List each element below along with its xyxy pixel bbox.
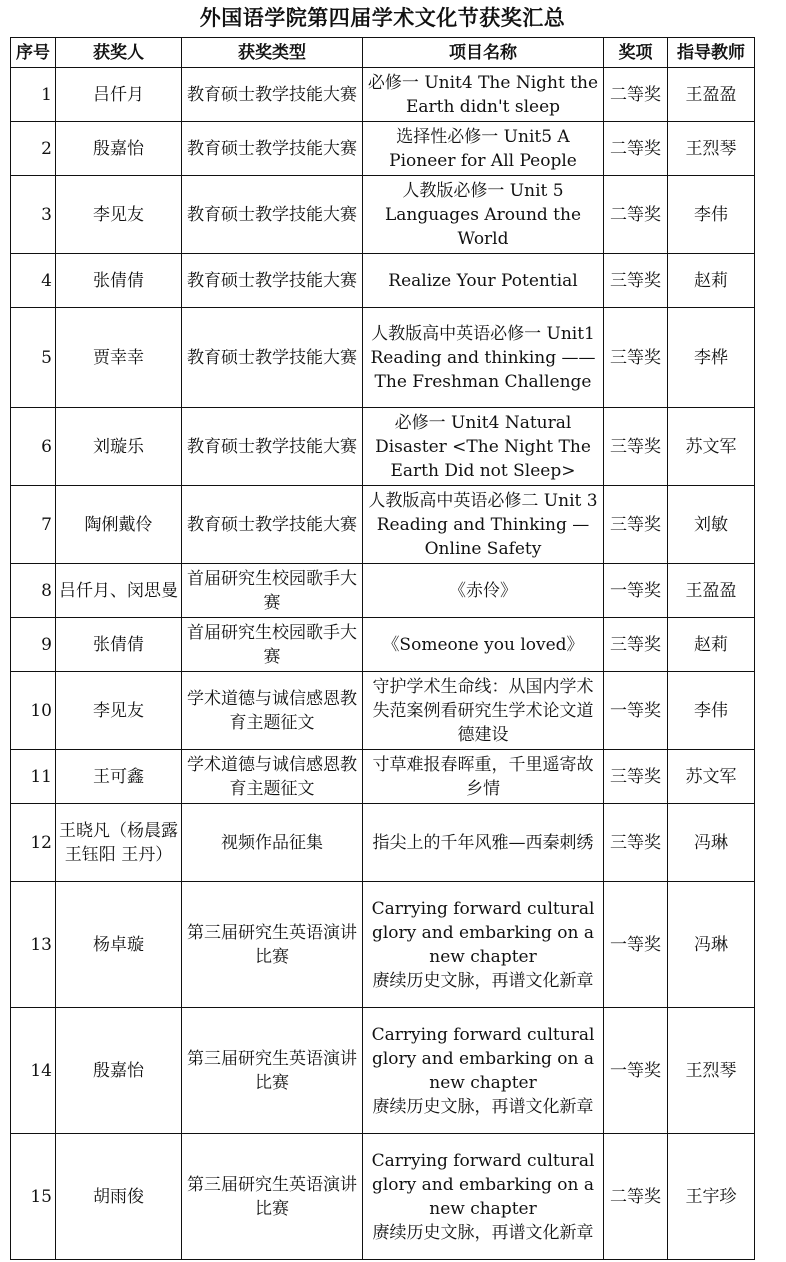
cell-no-text: 6 <box>41 436 52 457</box>
table-row <box>11 486 755 564</box>
cell-teacher <box>668 882 755 1008</box>
cell-award-text: 一等奖 <box>610 580 661 601</box>
cell-award-text: 二等奖 <box>610 204 661 225</box>
table-row <box>11 882 755 1008</box>
cell-winner <box>56 618 182 672</box>
cell-project <box>363 254 604 308</box>
cell-project-text: 寸草难报春晖重，千里遥寄故乡情 <box>372 754 594 799</box>
cell-award-text: 三等奖 <box>610 347 661 368</box>
cell-teacher <box>668 564 755 618</box>
table-row <box>11 564 755 618</box>
cell-teacher <box>668 308 755 408</box>
cell-project-text: 选择性必修一 Unit5 A Pioneer for All People <box>389 126 577 171</box>
cell-winner-text: 杨卓璇 <box>93 934 144 955</box>
cell-category <box>182 308 363 408</box>
cell-teacher-text: 赵莉 <box>694 270 728 291</box>
cell-category-text: 第三届研究生英语演讲比赛 <box>187 1048 357 1093</box>
cell-category-text: 教育硕士教学技能大赛 <box>187 204 357 225</box>
cell-no <box>11 68 56 122</box>
cell-no <box>11 308 56 408</box>
cell-no-text: 12 <box>30 832 52 853</box>
cell-project-text: 《Someone you loved》 <box>382 634 584 655</box>
cell-project <box>363 486 604 564</box>
cell-project-text: 守护学术生命线：从国内学术失范案例看研究生学术论文道德建设 <box>372 676 594 745</box>
cell-no-text: 7 <box>41 514 52 535</box>
cell-no <box>11 1008 56 1134</box>
cell-winner-text: 吕仟月、闵思曼 <box>59 580 178 601</box>
cell-category-text: 教育硕士教学技能大赛 <box>187 270 357 291</box>
cell-no <box>11 750 56 804</box>
cell-winner <box>56 486 182 564</box>
table-row <box>11 254 755 308</box>
table-row <box>11 618 755 672</box>
cell-winner <box>56 672 182 750</box>
cell-no-text: 15 <box>30 1186 52 1207</box>
cell-project <box>363 750 604 804</box>
cell-teacher <box>668 618 755 672</box>
cell-no <box>11 254 56 308</box>
header-award: 奖项 <box>604 38 668 68</box>
cell-category <box>182 564 363 618</box>
header-category: 获奖类型 <box>182 38 363 68</box>
cell-category-text: 教育硕士教学技能大赛 <box>187 514 357 535</box>
cell-winner <box>56 882 182 1008</box>
cell-award <box>604 486 668 564</box>
cell-project <box>363 672 604 750</box>
cell-category <box>182 68 363 122</box>
cell-winner <box>56 308 182 408</box>
cell-teacher <box>668 176 755 254</box>
cell-winner-text: 张倩倩 <box>93 634 144 655</box>
cell-project-text: 指尖上的千年风雅—西秦刺绣 <box>372 832 594 853</box>
cell-no <box>11 408 56 486</box>
cell-no-text: 14 <box>30 1060 52 1081</box>
cell-winner <box>56 1008 182 1134</box>
cell-winner-text: 胡雨俊 <box>93 1186 144 1207</box>
cell-category <box>182 618 363 672</box>
cell-category <box>182 804 363 882</box>
cell-winner-text: 李见友 <box>93 700 144 721</box>
table-row <box>11 122 755 176</box>
cell-award-text: 三等奖 <box>610 514 661 535</box>
cell-category-text: 首届研究生校园歌手大赛 <box>187 568 357 613</box>
cell-category-text: 学术道德与诚信感恩教育主题征文 <box>187 754 357 799</box>
cell-teacher-text: 李桦 <box>694 347 728 368</box>
cell-no-text: 8 <box>41 580 52 601</box>
cell-award <box>604 408 668 486</box>
cell-teacher <box>668 486 755 564</box>
cell-teacher <box>668 1134 755 1260</box>
cell-no <box>11 882 56 1008</box>
cell-winner <box>56 68 182 122</box>
cell-teacher-text: 王宇珍 <box>685 1186 737 1207</box>
cell-winner <box>56 750 182 804</box>
cell-teacher <box>668 68 755 122</box>
cell-project-text: Realize Your Potential <box>388 270 578 291</box>
cell-project <box>363 408 604 486</box>
cell-winner-text: 殷嘉怡 <box>93 138 144 159</box>
cell-project <box>363 804 604 882</box>
cell-no-text: 9 <box>41 634 52 655</box>
cell-award <box>604 1008 668 1134</box>
cell-winner-text: 陶俐戴伶 <box>84 514 153 535</box>
cell-award <box>604 564 668 618</box>
cell-category <box>182 408 363 486</box>
cell-teacher-text: 苏文军 <box>685 436 737 457</box>
cell-winner <box>56 1134 182 1260</box>
cell-teacher <box>668 750 755 804</box>
cell-no <box>11 486 56 564</box>
cell-winner <box>56 176 182 254</box>
header-project: 项目名称 <box>363 38 604 68</box>
cell-project <box>363 122 604 176</box>
cell-teacher-text: 王盈盈 <box>685 84 737 105</box>
cell-award-text: 一等奖 <box>610 700 661 721</box>
table-row <box>11 1008 755 1134</box>
cell-award <box>604 176 668 254</box>
cell-teacher-text: 冯琳 <box>694 832 728 853</box>
awards-table <box>10 37 755 1260</box>
cell-project <box>363 308 604 408</box>
cell-winner <box>56 254 182 308</box>
cell-no <box>11 564 56 618</box>
cell-no-text: 3 <box>41 204 52 225</box>
cell-category-text: 教育硕士教学技能大赛 <box>187 347 357 368</box>
cell-project-text: 人教版高中英语必修一 Unit1 Reading and thinking ——The Freshman Challenge <box>370 323 596 392</box>
table-row <box>11 804 755 882</box>
cell-category <box>182 750 363 804</box>
cell-award-text: 二等奖 <box>610 84 661 105</box>
cell-award-text: 三等奖 <box>610 436 661 457</box>
cell-category-text: 学术道德与诚信感恩教育主题征文 <box>187 688 357 733</box>
cell-no <box>11 672 56 750</box>
table-row <box>11 1134 755 1260</box>
cell-teacher-text: 王盈盈 <box>685 580 737 601</box>
cell-project <box>363 618 604 672</box>
cell-award <box>604 750 668 804</box>
cell-no-text: 13 <box>30 934 52 955</box>
cell-no <box>11 176 56 254</box>
cell-category-text: 教育硕士教学技能大赛 <box>187 138 357 159</box>
table-header-row <box>11 38 755 68</box>
table-row <box>11 408 755 486</box>
cell-winner <box>56 804 182 882</box>
cell-award-text: 二等奖 <box>610 1186 661 1207</box>
cell-award <box>604 68 668 122</box>
cell-award-text: 二等奖 <box>610 138 661 159</box>
cell-winner-text: 贾幸幸 <box>93 347 144 368</box>
cell-project-text: 必修一 Unit4 Natural Disaster <The Night The Earth Did not Sleep> <box>375 412 591 481</box>
cell-teacher <box>668 672 755 750</box>
cell-award-text: 三等奖 <box>610 766 661 787</box>
cell-project-text: 人教版必修一 Unit 5 Languages Around the World <box>384 180 582 249</box>
cell-category <box>182 672 363 750</box>
cell-project-text: 《赤伶》 <box>449 580 517 601</box>
header-winner: 获奖人 <box>56 38 182 68</box>
cell-teacher-text: 刘敏 <box>694 514 728 535</box>
table-row <box>11 672 755 750</box>
cell-category <box>182 486 363 564</box>
header-teacher: 指导教师 <box>668 38 755 68</box>
cell-teacher-text: 李伟 <box>694 700 728 721</box>
cell-teacher-text: 李伟 <box>694 204 728 225</box>
cell-teacher-text: 王烈琴 <box>685 1060 737 1081</box>
cell-category <box>182 882 363 1008</box>
cell-winner <box>56 122 182 176</box>
cell-teacher-text: 苏文军 <box>685 766 737 787</box>
table-row <box>11 68 755 122</box>
cell-award <box>604 672 668 750</box>
cell-award <box>604 618 668 672</box>
cell-winner-text: 殷嘉怡 <box>93 1060 144 1081</box>
cell-teacher-text: 王烈琴 <box>685 138 737 159</box>
table-row <box>11 750 755 804</box>
cell-teacher-text: 冯琳 <box>694 934 728 955</box>
cell-no <box>11 122 56 176</box>
cell-category-text: 首届研究生校园歌手大赛 <box>187 622 357 667</box>
cell-award <box>604 882 668 1008</box>
cell-no-text: 11 <box>30 766 52 787</box>
cell-winner-text: 刘璇乐 <box>93 436 144 457</box>
cell-award <box>604 254 668 308</box>
cell-award-text: 一等奖 <box>610 934 661 955</box>
cell-winner-text: 吕仟月 <box>93 84 144 105</box>
cell-winner <box>56 408 182 486</box>
cell-category-text: 第三届研究生英语演讲比赛 <box>187 922 357 967</box>
cell-winner-text: 王可鑫 <box>93 766 144 787</box>
page-title: 外国语学院第四届学术文化节获奖汇总 <box>199 5 566 30</box>
cell-category-text: 视频作品征集 <box>221 832 323 853</box>
cell-teacher <box>668 1008 755 1134</box>
header-no: 序号 <box>11 38 56 68</box>
cell-no-text: 4 <box>41 270 52 291</box>
cell-award-text: 三等奖 <box>610 634 661 655</box>
cell-winner <box>56 564 182 618</box>
cell-category <box>182 1134 363 1260</box>
cell-award-text: 一等奖 <box>610 1060 661 1081</box>
cell-category-text: 第三届研究生英语演讲比赛 <box>187 1174 357 1219</box>
table-row <box>11 308 755 408</box>
cell-project-text: 人教版高中英语必修二 Unit 3 Reading and Thinking — Online Safety <box>368 490 598 559</box>
cell-project-text: 必修一 Unit4 The Night the Earth didn't sleep <box>367 72 599 117</box>
cell-award <box>604 308 668 408</box>
cell-award <box>604 1134 668 1260</box>
cell-category <box>182 254 363 308</box>
cell-project <box>363 176 604 254</box>
cell-category <box>182 1008 363 1134</box>
cell-category-text: 教育硕士教学技能大赛 <box>187 84 357 105</box>
cell-no <box>11 1134 56 1260</box>
cell-teacher-text: 赵莉 <box>694 634 728 655</box>
cell-project-text: Carrying forward cultural glory and embarking on a new chapter 赓续历史文脉，再谱文化新章 <box>371 1150 595 1243</box>
cell-teacher <box>668 804 755 882</box>
cell-project <box>363 882 604 1008</box>
cell-project <box>363 1008 604 1134</box>
cell-no-text: 2 <box>41 138 52 159</box>
cell-project-text: Carrying forward cultural glory and embarking on a new chapter 赓续历史文脉，再谱文化新章 <box>371 898 595 991</box>
cell-no <box>11 804 56 882</box>
cell-winner-text: 张倩倩 <box>93 270 144 291</box>
cell-winner-text: 王晓凡（杨晨露 王钰阳 王丹） <box>59 820 178 865</box>
cell-award <box>604 804 668 882</box>
table-row <box>11 176 755 254</box>
cell-project-text: Carrying forward cultural glory and embarking on a new chapter 赓续历史文脉，再谱文化新章 <box>371 1024 595 1117</box>
cell-category <box>182 176 363 254</box>
cell-no-text: 1 <box>41 84 52 105</box>
cell-no <box>11 618 56 672</box>
cell-teacher <box>668 254 755 308</box>
cell-category-text: 教育硕士教学技能大赛 <box>187 436 357 457</box>
cell-award <box>604 122 668 176</box>
cell-award-text: 三等奖 <box>610 270 661 291</box>
cell-teacher <box>668 122 755 176</box>
cell-teacher <box>668 408 755 486</box>
cell-no-text: 5 <box>41 347 52 368</box>
cell-project <box>363 564 604 618</box>
cell-award-text: 三等奖 <box>610 832 661 853</box>
cell-project <box>363 68 604 122</box>
cell-category <box>182 122 363 176</box>
cell-winner-text: 李见友 <box>93 204 144 225</box>
cell-project <box>363 1134 604 1260</box>
cell-no-text: 10 <box>30 700 52 721</box>
